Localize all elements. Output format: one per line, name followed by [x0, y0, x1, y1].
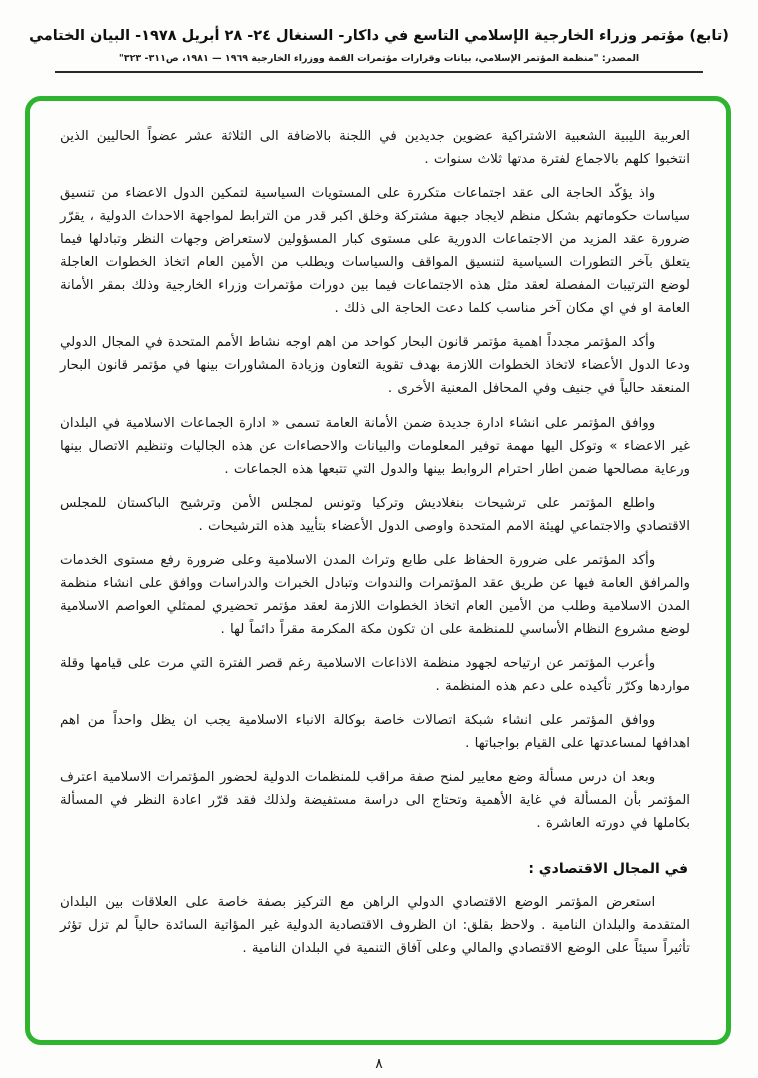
body-paragraph: واطلع المؤتمر على ترشيحات بنغلاديش وتركيا وتونس لمجلس الأمن وترشيح الباكستان للمجلس الاقتصادي والاجتماعي لهيئة الامم المتحدة واوصى الدول الأعضاء بتأييد هذه الترشيحات . [60, 495, 690, 534]
source-line: المصدر: "منظمة المؤتمر الإسلامي، بيانات وقرارات مؤتمرات القمة ووزراء الخارجية ١٩٦٩ — ١٩٨١، ص٣١١- ٣٢٣" [118, 53, 640, 64]
body-paragraph: استعرض المؤتمر الوضع الاقتصادي الدولي الراهن مع التركيز بصفة خاصة على العلاقات بين البلدان المتقدمة والبلدان النامية . ولاحظ بقلق: ان الظروف الاقتصادية الدولية غير المؤاتية السائدة حالياً لم تزل تؤثر تأثيراً سيئاً على الوضع الاقتصادي والمالي وعلى آفاق التنمية في البلدان النامية . [60, 895, 690, 957]
body-paragraph: ووافق المؤتمر على انشاء شبكة اتصالات خاصة بوكالة الانباء الاسلامية يجب ان يظل واحداً من اهم اهدافها لمساعدتها على القيام بواجباتها . [60, 713, 690, 752]
header-divider [55, 71, 703, 73]
document-title: (تابع) مؤتمر وزراء الخارجية الإسلامي التاسع في داكار- السنغال ٢٤- ٢٨ أبريل ١٩٧٨- البيان الختامي [29, 28, 729, 44]
body-paragraph: وبعد ان درس مسألة وضع معايير لمنح صفة مراقب للمنظمات الدولية لحضور المؤتمرات الاسلامية اعترف المؤتمر بأن المسألة في غاية الأهمية وتحتاج الى دراسة مستفيضة ولذلك فقد قرّر اعادة النظر في المسألة بكاملها في دورته العاشرة . [60, 770, 690, 832]
body-paragraph: وأكد المؤتمر مجدداً اهمية مؤتمر قانون البحار كواحد من اهم اوجه نشاط الأمم المتحدة في المجال الدولي ودعا الدول الأعضاء لاتخاذ الخطوات اللازمة بهدف تقوية التعاون وزيادة المشاورات بينها في مؤتمر قانون البحار المنعقد حالياً في جنيف وفي المحافل المعنية الأخرى . [59, 335, 690, 397]
body-paragraph: العربية الليبية الشعبية الاشتراكية عضوين جديدين في اللجنة بالاضافة الى الثلاثة عشر عضواً الحاليين الذين انتخبوا كلهم بالاجماع لفترة مدتها ثلاث سنوات . [60, 129, 690, 168]
body-paragraph: وأكد المؤتمر على ضرورة الحفاظ على طابع وتراث المدن الاسلامية وعلى ضرورة رفع مستوى الخدمات والمرافق العامة فيها عن طريق عقد المؤتمرات والندوات وتبادل الخبرات والدراسات ووافق على انشاء منظمة المدن الاسلامية وطلب من الأمين العام اتخاذ الخطوات اللازمة لعقد مؤتمر تحضيري لممثلي العواصم الاسلامية لوضع مشروع النظام الأساسي للمنظمة على ان تكون مكة المكرمة مقراً دائماً لها . [60, 552, 690, 637]
section-heading-economic: في المجال الاقتصادي : [528, 861, 688, 878]
body-paragraph: وأعرب المؤتمر عن ارتياحه لجهود منظمة الاذاعات الاسلامية رغم قصر الفترة التي مرت على قيامها وقلة مواردها وكرّر تأكيده على دعم هذه المنظمة . [60, 655, 690, 694]
body-paragraph: ووافق المؤتمر على انشاء ادارة جديدة ضمن الأمانة العامة تسمى « ادارة الجماعات الاسلامية في البلدان غير الاعضاء » وتوكل اليها مهمة توفير المعلومات والبيانات والاحصاءات عن هذه الجاليات وتنظيم الاتصال بينها ورعاية مصالحها ضمن اطار احترام الروابط بينها والدول التي تتبعها هذه الجماعات . [60, 415, 690, 477]
page-number: ٨ [375, 1056, 383, 1072]
page-header [0, 0, 758, 73]
content-frame [25, 96, 731, 1045]
body-paragraph: واذ يؤكّد الحاجة الى عقد اجتماعات متكررة على المستويات السياسية لتمكين الدول الاعضاء من تنسيق سياسات حكوماتهم بشكل منظم لايجاد جبهة مشتركة وخلق اكبر قدر من الترابط لمواجهة الاحداث الدولية ، يقرّر ضرورة عقد المزيد من الاجتماعات الدورية على مستوى كبار المسؤولين لاستعراض وجهات النظر وتبادلها فيما يتعلق بآخر التطورات السياسية لتنسيق المواقف والسياسات ويطلب من الأمين العام اتخاذ الخطوات العاجلة لوضع الترتيبات المفصلة لعقد مثل هذه الاجتماعات فيما بين دورات مؤتمرات وزراء الخارجية وذلك بمقر الأمانة العامة او في اي مكان آخر مناسب كلما دعت الحاجة الى ذلك . [60, 186, 690, 317]
page-footer [0, 1053, 758, 1072]
